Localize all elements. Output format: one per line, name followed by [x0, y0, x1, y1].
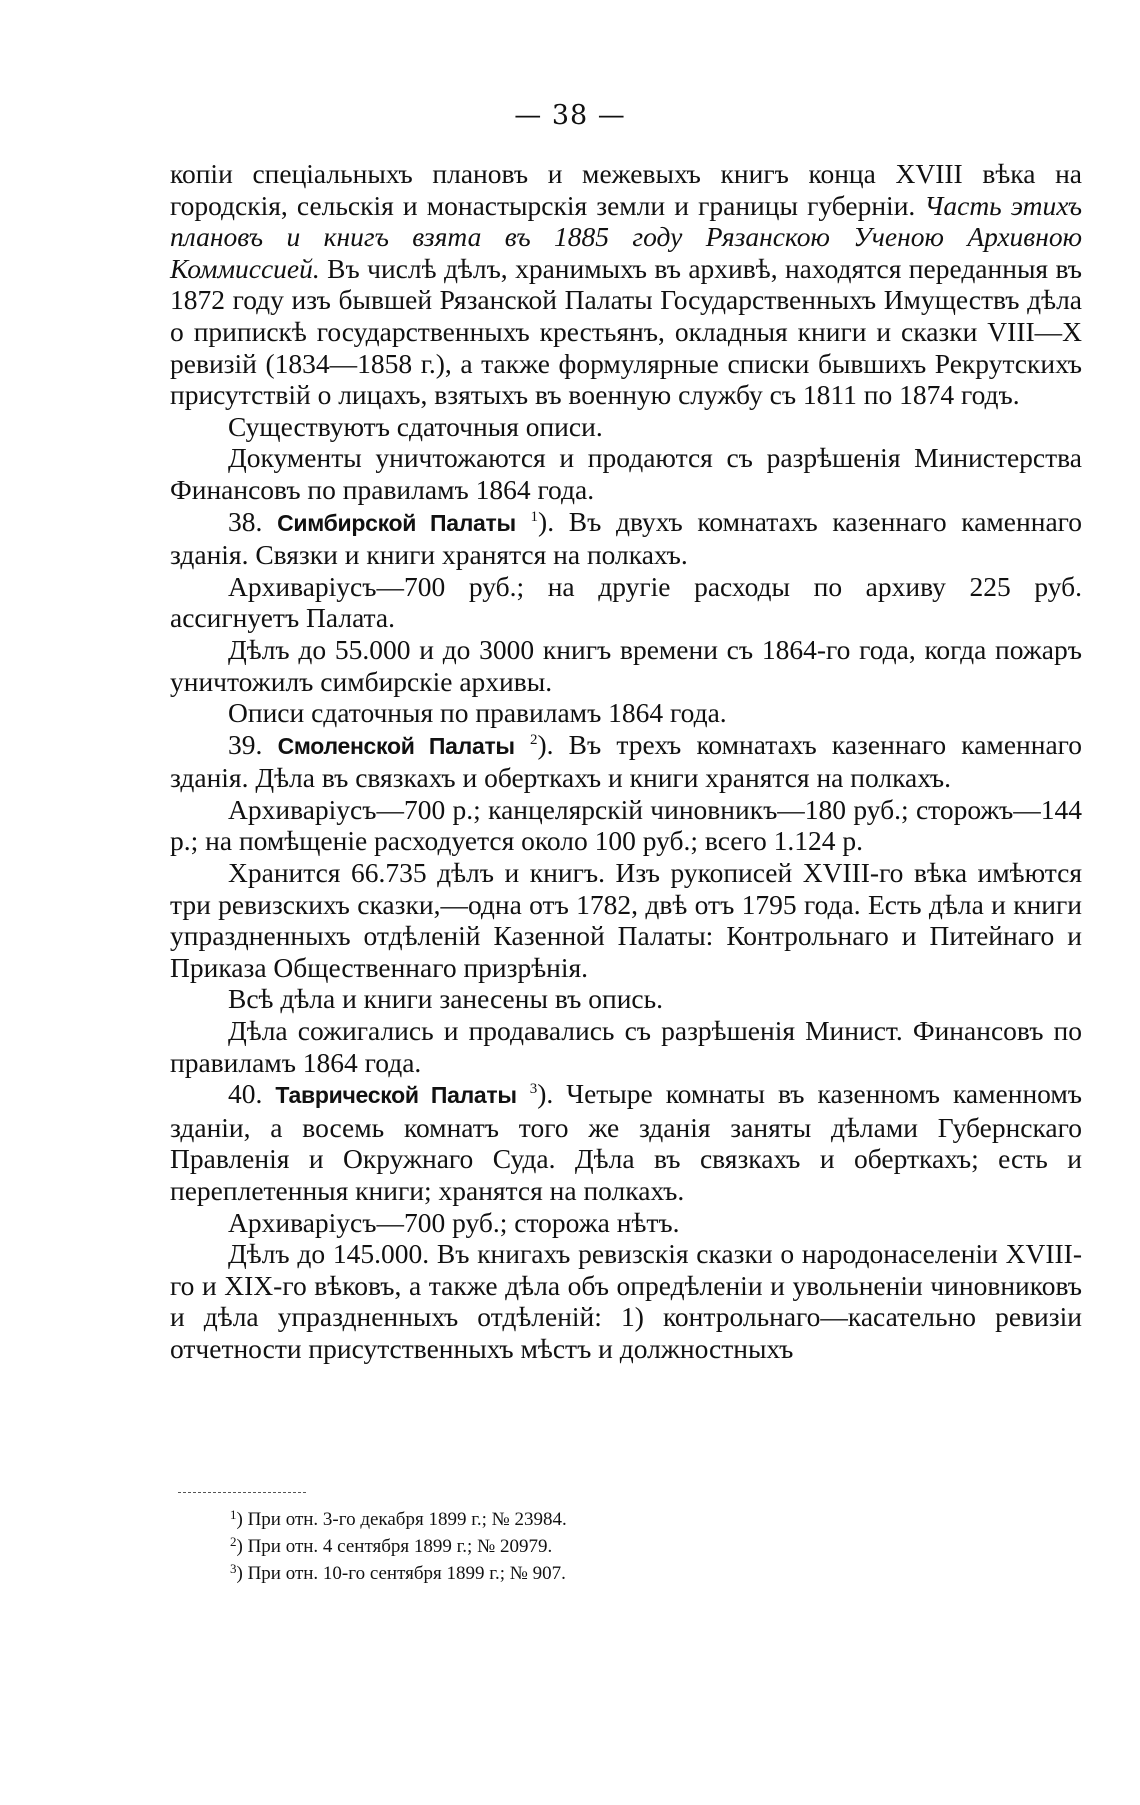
page-number: — 38 —	[514, 100, 626, 131]
section-39	[170, 729, 1082, 794]
footnote-mark: 3	[230, 1561, 237, 1576]
paragraph-tail-text: Въ числѣ дѣлъ, хранимыхъ въ архивѣ, находятся переданныя въ 1872 году изъ бывшей Рязанской Палаты Государственныхъ Имуществъ дѣла о припискѣ государственныхъ крестьянъ, окладныя книги и сказки VIII—X ревизій (1834—1858 г.), а также формулярные списки бывшихъ Рекрутскихъ присутствій о лицахъ, взятыхъ въ военную службу съ 1811 по 1874 годъ.	[170, 252, 1082, 411]
paragraph-inventory: Всѣ дѣла и книги занесены въ опись.	[228, 983, 664, 1015]
paragraph-inventories: Описи сдаточныя по правиламъ 1864 года.	[228, 697, 727, 729]
main-text	[170, 158, 1082, 1365]
paragraph-archivist-salary: Архиваріусъ—700 руб.; на другіе расходы по архиву 225 руб. ассигнуетъ Палата.	[170, 570, 1082, 634]
italic-remark: Часть этихъ плановъ и книгъ взята въ 1885 году Рязанскою Ученою Архивною Коммиссией.	[170, 189, 1082, 284]
paragraph-destruction: Дѣла сожигались и продавались съ разрѣшенія Минист. Финансовъ по правиламъ 1864 года.	[170, 1015, 1082, 1078]
section-38	[170, 506, 1082, 571]
paragraph-archivist-salary: Архиваріусъ—700 руб.; сторожа нѣтъ.	[228, 1206, 680, 1238]
paragraph-lead-text: копіи спеціальныхъ плановъ и межевыхъ книгъ конца XVIII вѣка на городскія, сельскія и монастырскія земли и границы губерніи.	[170, 158, 1082, 221]
footnote-item	[230, 1506, 1030, 1533]
paragraph-continuation	[170, 158, 1082, 411]
footnote-mark: 2	[230, 1534, 237, 1549]
paragraph-case-count: Дѣлъ до 145.000. Въ книгахъ ревизскія сказки о народонаселеніи XVIII-го и XIX-го вѣковъ, а также дѣла объ опредѣленіи и увольненіи чиновниковъ и дѣла упраздненныхъ отдѣленій: 1) контрольнаго—касательно ревизіи отчетности присутственныхъ мѣстъ и должностныхъ	[170, 1238, 1082, 1364]
section-number: 39.	[228, 728, 263, 760]
footnote-text: ) При отн. 10-го сентября 1899 г.; № 907.	[236, 1563, 566, 1584]
footnote-text: ) При отн. 4 сентября 1899 г.; № 20979.	[236, 1536, 553, 1557]
footnote-separator	[178, 1492, 306, 1493]
section-text: ). Въ трехъ комнатахъ казеннаго каменнаго зданія. Дѣла въ связкахъ и оберткахъ и книги хранятся на полкахъ.	[170, 728, 1083, 794]
section-40	[170, 1078, 1082, 1206]
section-heading: Смоленской Палаты	[277, 732, 515, 759]
section-text: ). Въ двухъ комнатахъ казеннаго каменнаго зданія. Связки и книги хранятся на полкахъ.	[170, 505, 1082, 571]
paragraph-destruction: Документы уничтожаются и продаются съ разрѣшенія Министерства Финансовъ по правиламъ 1864 года.	[170, 442, 1082, 505]
footnote-ref: 1	[530, 508, 539, 525]
paragraph-archivist-salary: Архиваріусъ—700 р.; канцелярскій чиновникъ—180 руб.; сторожъ—144 р.; на помѣщеніе расходуется около 100 руб.; всего 1.124 р.	[170, 793, 1082, 857]
footnote-item	[230, 1560, 1030, 1587]
footnote-ref: 3	[529, 1081, 538, 1098]
footnote-item	[230, 1533, 1030, 1560]
paragraph-case-count: Дѣлъ до 55.000 и до 3000 книгъ времени съ 1864-го года, когда пожаръ уничтожилъ симбирскіе архивы.	[170, 633, 1082, 697]
section-number: 38.	[228, 505, 263, 537]
paragraph-inventories: Существуютъ сдаточныя описи.	[228, 410, 603, 442]
footnotes	[230, 1506, 1030, 1587]
footnote-ref: 2	[529, 731, 538, 748]
section-text: ). Четыре комнаты въ казенномъ каменномъ зданіи, а восемь комнатъ того же зданія заняты дѣлами Губернскаго Правленія и Окружнаго Суда. Дѣла въ связкахъ и оберткахъ; есть и переплетенныя книги; хранятся на полкахъ.	[170, 1078, 1083, 1206]
section-heading: Симбирской Палаты	[277, 509, 516, 536]
section-heading: Таврической Палаты	[275, 1082, 517, 1109]
section-number: 40.	[228, 1078, 263, 1110]
paragraph-case-count: Хранится 66.735 дѣлъ и книгъ. Изъ рукописей XVIII-го вѣка имѣются три ревизскихъ сказки,—одна отъ 1782, двѣ отъ 1795 года. Есть дѣла и книги упраздненныхъ отдѣленій Казенной Палаты: Контрольнаго и Питейнаго и Приказа Общественнаго призрѣнія.	[170, 857, 1082, 983]
footnote-mark: 1	[230, 1507, 237, 1522]
footnote-text: ) При отн. 3-го декабря 1899 г.; № 23984.	[236, 1509, 567, 1530]
